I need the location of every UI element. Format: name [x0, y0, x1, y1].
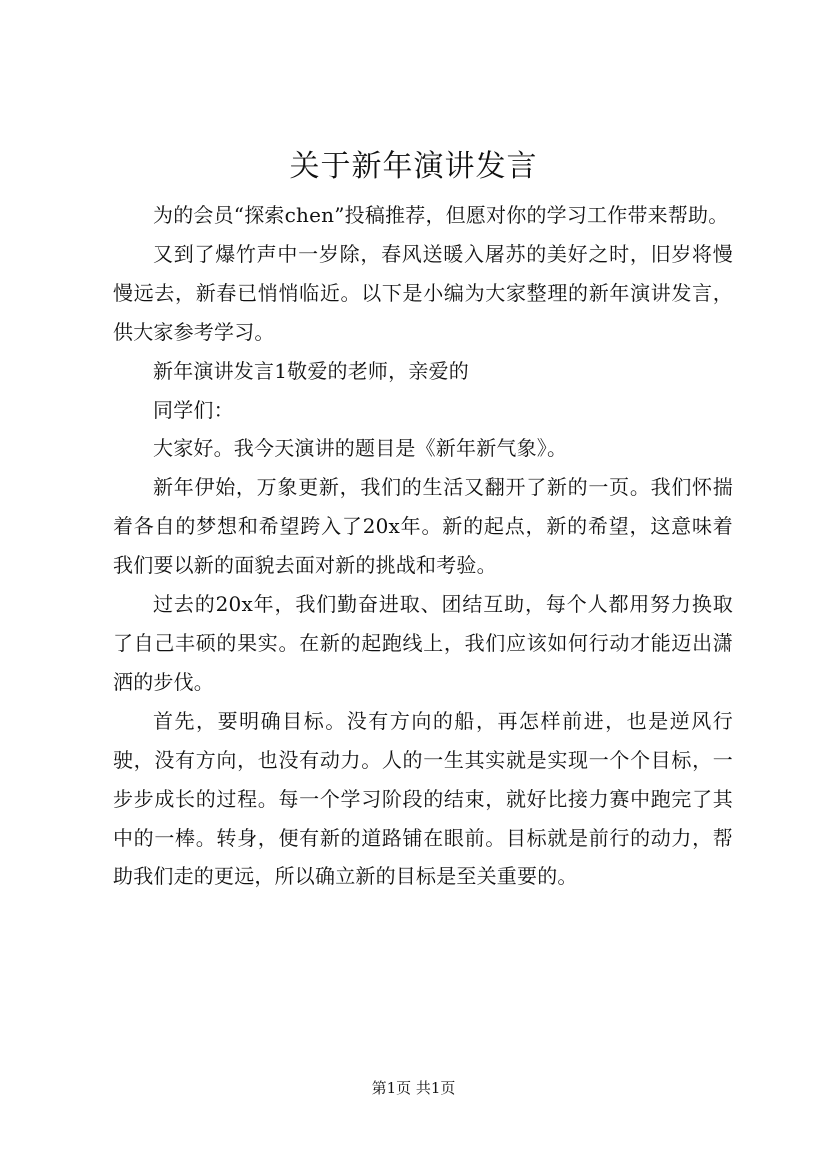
paragraph-past-year: 过去的20x年，我们勤奋进取、团结互助，每个人都用努力换取了自己丰硕的果实。在新的起跑线上，我们应该如何行动才能迈出潇洒的步伐。: [113, 592, 733, 694]
page-number-footer: 第1页 共1页: [371, 1079, 456, 1097]
paragraph-speech-heading: 新年演讲发言1敬爱的老师，亲爱的: [153, 358, 469, 383]
paragraph-greeting-students: 同学们：: [153, 397, 234, 422]
document-body: [113, 196, 733, 896]
paragraph-new-year: 新年伊始，万象更新，我们的生活又翻开了新的一页。我们怀揣着各自的梦想和希望跨入了20x年。新的起点，新的希望，这意味着我们要以新的面貌去面对新的挑战和考验。: [113, 475, 733, 578]
paragraph-intro: 为的会员“探索chen”投稿推荐，但愿对你的学习工作带来帮助。: [153, 203, 729, 227]
paragraph-goals: 首先，要明确目标。没有方向的船，再怎样前进，也是逆风行驶，没有方向，也没有动力。人的一生其实就是实现一个个目标，一步步成长的过程。每一个学习阶段的结束，就好比接力赛中跑完了其中的一棒。转身，便有新的道路铺在眼前。目标就是前行的动力，帮助我们走的更远，所以确立新的目标是至关重要的。: [113, 708, 733, 889]
paragraph-topic: 大家好。我今天演讲的题目是《新年新气象》。: [153, 436, 568, 461]
paragraph-opening: 又到了爆竹声中一岁除，春风送暖入屠苏的美好之时，旧岁将慢慢远去，新春已悄悄临近。以下是小编为大家整理的新年演讲发言，供大家参考学习。: [113, 241, 733, 344]
document-title: 关于新年演讲发言: [289, 149, 538, 184]
